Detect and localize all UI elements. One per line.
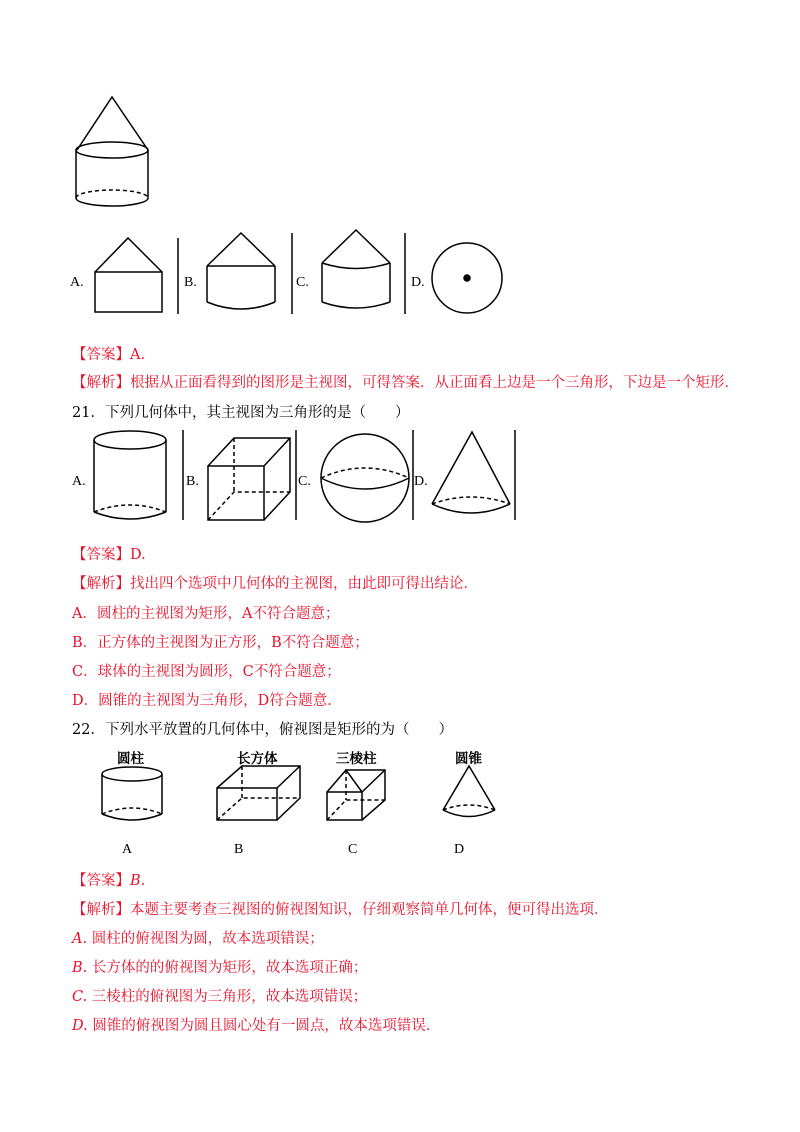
option-letter: D. — [72, 1018, 88, 1034]
analysis-text: 找出四个选项中几何体的主视图，由此即可得出结论． — [130, 576, 478, 592]
option-text: 圆锥的俯视图为圆且圆心处有一圆点，故本选项错误． — [92, 1018, 441, 1034]
q22-caption-cone: 圆锥 — [455, 751, 482, 767]
q22-answer — [72, 871, 145, 891]
q22-cylinder — [102, 767, 162, 820]
q21-analysis-line-a: A．圆柱的主视图为矩形，A不符合题意； — [72, 606, 340, 622]
q22-analysis — [72, 900, 609, 920]
q22-letter-a: A — [122, 842, 133, 857]
q21-option-b-label: B. — [186, 474, 199, 489]
q21-option-d-label: D. — [414, 474, 428, 489]
option-letter: A. — [72, 931, 88, 947]
q22-letter-c: C — [348, 842, 358, 857]
q20-option-b-label: B. — [184, 275, 197, 290]
answer-value: B. — [130, 873, 146, 889]
q21-analysis — [72, 574, 478, 594]
answer-label: 【答案】 — [72, 873, 130, 889]
q20-option-a-label: A. — [70, 275, 84, 290]
answer-label: 【答案】 — [72, 347, 130, 363]
analysis-label: 【解析】 — [72, 375, 130, 391]
q20-analysis — [72, 373, 739, 393]
q20-option-a-figure — [95, 238, 178, 314]
q21-analysis-line-d: D．圆锥的主视图为三角形，D符合题意． — [72, 693, 342, 709]
answer-label: 【答案】 — [72, 547, 130, 563]
q21-option-b-cube — [208, 438, 290, 520]
q21-analysis-line-c: C．球体的主视图为圆形，C不符合题意； — [72, 664, 341, 680]
q22-analysis-line-c — [72, 987, 367, 1007]
option-letter: B. — [72, 960, 88, 976]
q22-analysis-line-b — [72, 958, 367, 978]
q22-cuboid — [217, 766, 300, 820]
option-text: 圆柱的俯视图为圆，故本选项错误； — [91, 931, 324, 947]
option-text: 长方体的的俯视图为矩形，故本选项正确； — [91, 960, 368, 976]
q22-caption-cylinder: 圆柱 — [117, 751, 144, 767]
analysis-label: 【解析】 — [72, 902, 130, 918]
q22-caption-cuboid: 长方体 — [237, 751, 278, 767]
q20-option-c-label: C. — [296, 275, 309, 290]
analysis-text: 根据从正面看得到的图形是主视图，可得答案．从正面看上边是一个三角形，下边是一个矩形． — [130, 375, 739, 391]
q21-option-c-label: C. — [298, 474, 311, 489]
q22-analysis-line-d — [72, 1016, 440, 1036]
analysis-label: 【解析】 — [72, 576, 130, 592]
q22-caption-prism: 三棱柱 — [336, 751, 377, 767]
q21-option-d-cone — [432, 432, 510, 513]
q22-cone — [443, 766, 495, 817]
q21-option-a-cylinder — [94, 431, 166, 519]
q21-answer — [72, 545, 146, 565]
option-letter: C. — [72, 989, 88, 1005]
q20-option-d-label: D. — [411, 275, 425, 290]
option-text: 三棱柱的俯视图为三角形，故本选项错误； — [91, 989, 368, 1005]
q21-option-a-label: A. — [72, 474, 86, 489]
q20-answer — [72, 345, 145, 365]
q20-option-b-figure — [207, 233, 292, 314]
q21-option-c-sphere — [321, 434, 409, 522]
q22-triangular-prism — [327, 770, 385, 820]
q22-letter-d: D — [454, 842, 465, 857]
q22-question: 22．下列水平放置的几何体中，俯视图是矩形的为（ ） — [72, 722, 453, 738]
q21-question: 21．下列几何体中，其主视图为三角形的是（ ） — [72, 405, 410, 421]
q20-solid-figure — [76, 97, 148, 206]
q22-analysis-line-a — [72, 929, 324, 949]
answer-value: D. — [130, 547, 146, 563]
q21-analysis-line-b: B．正方体的主视图为正方形，B不符合题意； — [72, 635, 369, 651]
q20-option-d-figure — [432, 243, 502, 313]
q22-letter-b: B — [234, 842, 244, 857]
answer-value: A. — [130, 347, 146, 363]
q20-option-c-figure — [322, 230, 405, 314]
analysis-text: 本题主要考查三视图的俯视图知识，仔细观察简单几何体，便可得出选项． — [130, 902, 609, 918]
